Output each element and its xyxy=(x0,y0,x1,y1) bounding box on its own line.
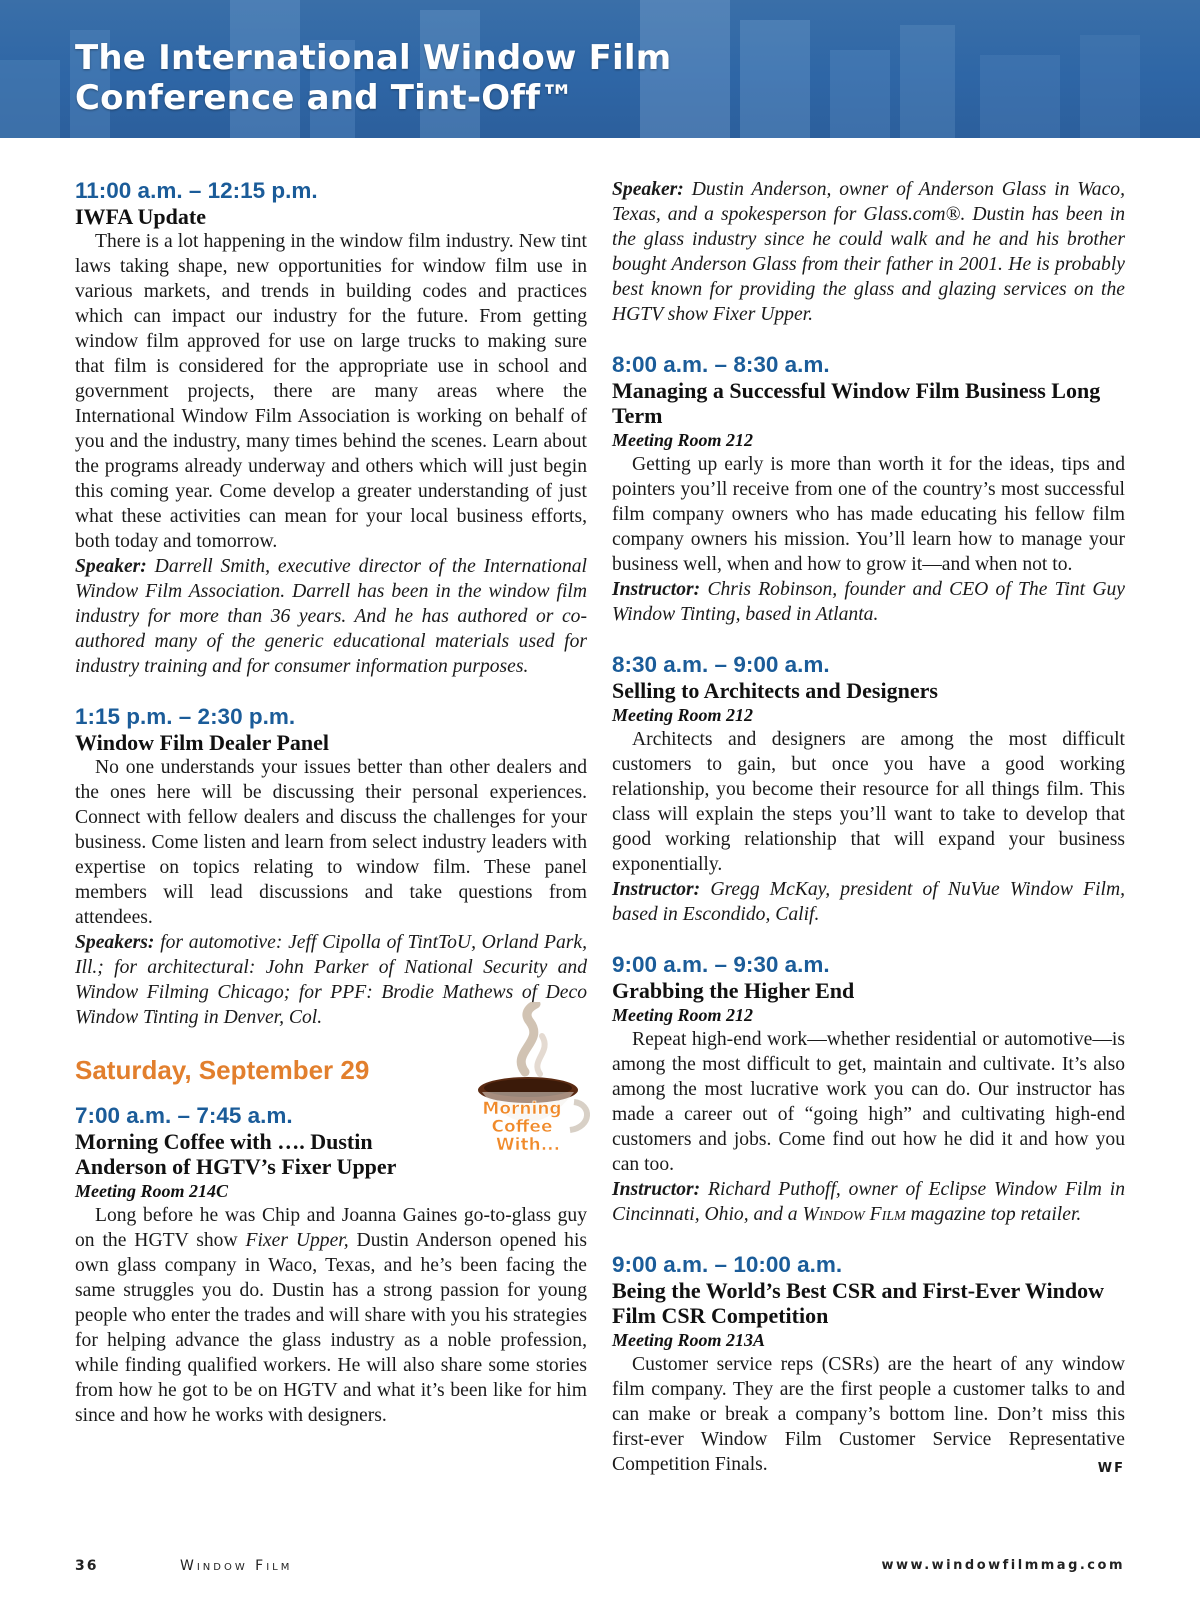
session-description: Architects and designers are among the most difficult customers to gain, but once you have a good working relationship, you become their resource for all things film. This class will explain the steps you’ll want to take to develop that good working relationship that will expand your business exponentially. xyxy=(612,729,1125,875)
session-description: There is a lot happening in the window film industry. New tint laws taking shape, new opportunities for window film use in various markets, and trends in building codes and practices which can impact our industry for the future. From getting window film approved for use on large trucks to making sure that film is considered for the appropriate use in school and government projects, there are many areas where the International Window Film Association is working on behalf of you and the industry, many times behind the scenes. Learn about the programs already underway and others which will just begin this coming year. Come develop a greater understanding of just what these activities can mean for your local business efforts, both today and tomorrow. xyxy=(75,231,587,552)
session-room: Meeting Room 212 xyxy=(612,430,754,450)
session-time: 8:00 a.m. – 8:30 a.m. xyxy=(612,352,830,377)
day-heading: Saturday, September 29 xyxy=(75,1055,370,1085)
session-description: Repeat high-end work—whether residential or automotive—is among the most difficult to get, maintain and cultivate. It’s also among the most lucrative work you can do. Our instructor has made a career out of “going high” and cultivating high-end customers and jobs. Come find out how he did it and how you can too. xyxy=(612,1029,1125,1175)
instructor-text: Gregg McKay, president of NuVue Window Film, based in Escondido, Calif. xyxy=(612,879,1126,925)
page-title xyxy=(75,38,671,118)
description-start: Long before he was Chip and Joanna Gaines go-to-glass guy on the HGTV show xyxy=(75,1205,587,1251)
session-room: Meeting Room 213A xyxy=(612,1330,766,1350)
session-morning-coffee xyxy=(75,1099,588,1428)
instructor-text-end: magazine top retailer. xyxy=(905,1204,1082,1225)
header-banner xyxy=(0,0,1200,138)
magazine-name: Window Film xyxy=(180,1558,293,1574)
session-speaker xyxy=(612,177,1125,327)
page-title-line1: The International Window Film xyxy=(75,38,672,78)
right-column xyxy=(612,177,1125,1501)
session-higher-end xyxy=(612,951,1125,1227)
session-title: Grabbing the Higher End xyxy=(612,978,855,1003)
session-instructor xyxy=(612,577,1125,627)
session-time: 7:00 a.m. – 7:45 a.m. xyxy=(75,1103,293,1128)
magazine-url: www.windowfilmmag.com xyxy=(881,1558,1125,1573)
logo-text-coffee: Coffee xyxy=(491,1117,553,1137)
session-title: Window Film Dealer Panel xyxy=(75,730,330,755)
speaker-label: Speaker: xyxy=(612,179,684,200)
session-title: IWFA Update xyxy=(75,204,206,229)
session-room: Meeting Room 214C xyxy=(75,1181,229,1201)
instructor-label: Instructor: xyxy=(612,879,701,900)
page-footer xyxy=(75,1558,1125,1582)
speaker-text: for automotive: Jeff Cipolla of TintToU, Orland Park, Ill.; for architectural: John Parker of National Security and Window Filming Chicago; for PPF: Brodie Mathews of Deco Window Tinting in Denver, Col. xyxy=(75,932,587,1028)
session-time: 9:00 a.m. – 9:30 a.m. xyxy=(612,952,830,977)
session-iwfa-update xyxy=(75,177,587,679)
session-csr-competition xyxy=(612,1251,1125,1477)
magazine-name: Window Film xyxy=(802,1204,906,1225)
speaker-text: Darrell Smith, executive director of the International Window Film Association. Darrell has been in the window film industry for more than 36 years. And he has authored or co-authored many of the generic educational materials used for industry training and for consumer information purposes. xyxy=(75,556,587,677)
session-title: Selling to Architects and Designers xyxy=(612,678,938,703)
session-description xyxy=(75,1203,587,1428)
left-column xyxy=(75,177,587,1452)
description-end: Dustin Anderson opened his own glass company in Waco, Texas, and he’s been facing the same struggles you do. Dustin has a strong passion for young people who enter the trades and will share with you his strategies for helping advance the glass industry as a noble profession, while finding qualified workers. He will also share some stories from how he got to be on HGTV and what it’s been like for him since and how he works with designers. xyxy=(75,1230,588,1426)
session-description xyxy=(612,1352,1125,1477)
session-time: 11:00 a.m. – 12:15 p.m. xyxy=(75,178,318,203)
session-description: Getting up early is more than worth it for the ideas, tips and pointers you’ll receive from one of the country’s most successful film company owners who has made educating his fellow film company owners his mission. You’ll learn how to manage your business well, when and how to grow it—and when not to. xyxy=(612,454,1125,575)
instructor-label: Instructor: xyxy=(612,579,701,600)
session-managing-business xyxy=(612,351,1125,627)
instructor-text: Chris Robinson, founder and CEO of The Tint Guy Window Tinting, based in Atlanta. xyxy=(612,579,1125,625)
logo-text-morning: Morning xyxy=(482,1099,562,1119)
session-speaker xyxy=(75,554,587,679)
session-time: 8:30 a.m. – 9:00 a.m. xyxy=(612,652,830,677)
session-selling-architects xyxy=(612,651,1125,927)
session-time: 9:00 a.m. – 10:00 a.m. xyxy=(612,1252,843,1277)
logo-text-with: With... xyxy=(495,1135,561,1155)
speaker-label: Speakers: xyxy=(75,932,155,953)
page-title-line2: Conference and Tint-Off™ xyxy=(75,78,575,118)
speaker-text: Dustin Anderson, owner of Anderson Glass in Waco, Texas, and a spokesperson for Glass.com®. Dustin has been in the glass industry since he could walk and he and his brother bought Anderson Glass from their father in 2001. He is probably best known for providing the glass and glazing services on the HGTV show Fixer Upper. xyxy=(612,179,1125,325)
instructor-label: Instructor: xyxy=(612,1179,701,1200)
coffee-cup-logo xyxy=(470,1002,595,1162)
instructor-text-start: Richard Puthoff, owner of Eclipse Window Film in Cincinnati, Ohio, and a xyxy=(612,1179,1126,1225)
session-title: Managing a Successful Window Film Business Long Term xyxy=(612,378,1101,428)
speaker-label: Speaker: xyxy=(75,556,147,577)
session-room: Meeting Room 212 xyxy=(612,1005,754,1025)
session-description: No one understands your issues better than other dealers and the ones here will be discussing their personal experiences. Connect with fellow dealers and discuss the challenges for your business. Come listen and learn from select industry leaders with expertise on topics relating to window film. These panel members will lead discussions and take questions from attendees. xyxy=(75,757,587,928)
session-title: Being the World’s Best CSR and First-Ever Window Film CSR Competition xyxy=(612,1278,1105,1328)
page-number: 36 xyxy=(75,1558,99,1574)
show-name: Fixer Upper, xyxy=(245,1230,349,1251)
article-end-mark: WF xyxy=(1097,1461,1125,1476)
session-title: Morning Coffee with …. Dustin Anderson of HGTV’s Fixer Upper xyxy=(75,1129,397,1179)
session-coffee-speaker xyxy=(612,177,1125,327)
session-time: 1:15 p.m. – 2:30 p.m. xyxy=(75,704,296,729)
session-dealer-panel xyxy=(75,703,587,1030)
session-room: Meeting Room 212 xyxy=(612,705,754,725)
session-instructor xyxy=(612,1177,1125,1227)
session-instructor xyxy=(612,877,1125,927)
description-text: Customer service reps (CSRs) are the heart of any window film company. They are the first people a customer talks to and can make or break a company’s bottom line. Don’t miss this first-ever Window Film Customer Service Representative Competition Finals. xyxy=(612,1354,1125,1475)
